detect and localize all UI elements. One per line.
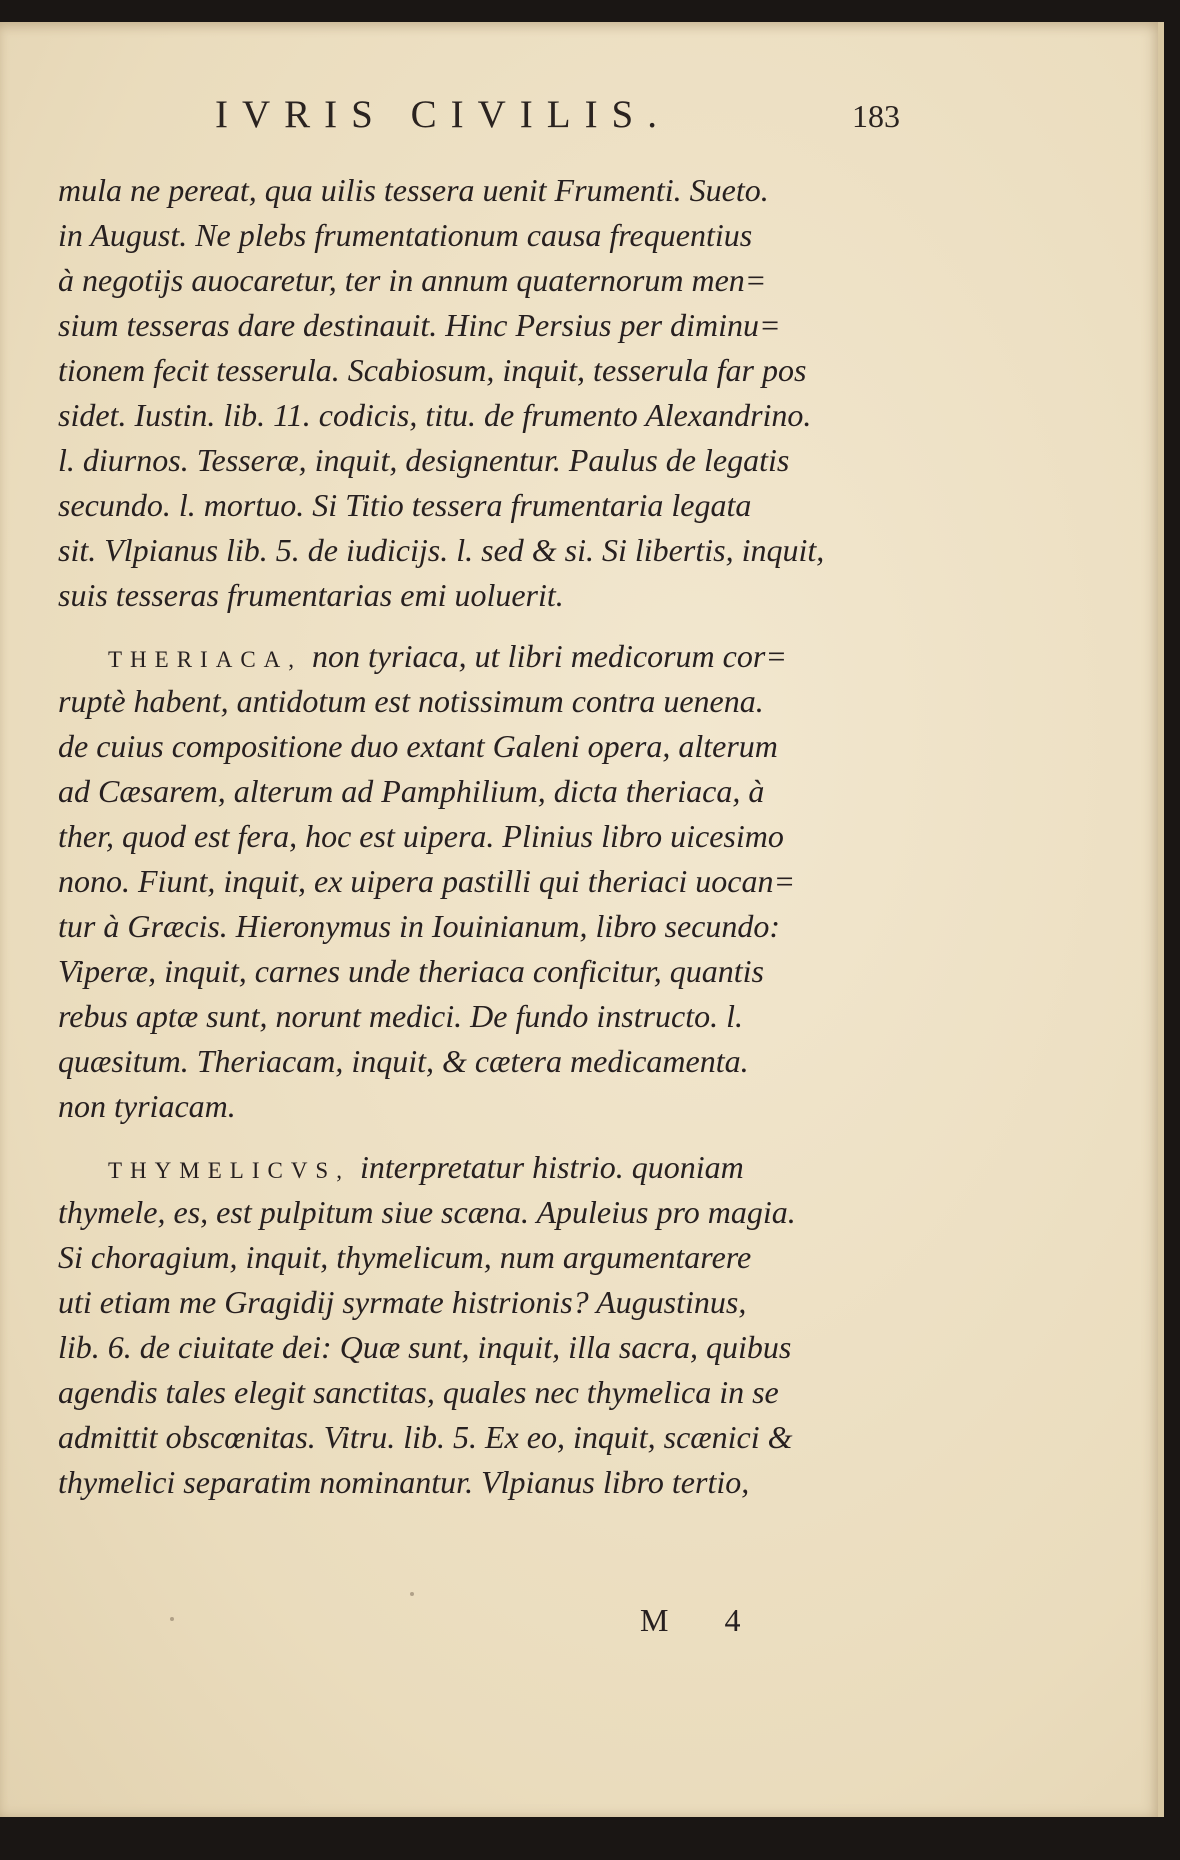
text-line: à negotijs auocaretur, ter in annum quaternorum men=	[58, 262, 767, 298]
text-line: l. diurnos. Tesseræ, inquit, designentur. Paulus de legatis	[58, 442, 790, 478]
text-line: tur à Græcis. Hieronymus in Iouinianum, libro secundo:	[58, 908, 781, 944]
text-line: de cuius compositione duo extant Galeni opera, alterum	[58, 728, 778, 764]
signature-mark: M 4	[640, 1602, 765, 1638]
text-line: thymelici separatim nominantur. Vlpianus libro tertio,	[58, 1464, 750, 1500]
text-line: sium tesseras dare destinauit. Hinc Persius per diminu=	[58, 307, 781, 343]
text-line: ruptè habent, antidotum est notissimum contra uenena.	[58, 683, 764, 719]
text-line: non tyriacam.	[58, 1088, 236, 1124]
entry-first-text: interpretatur histrio. quoniam	[359, 1149, 744, 1185]
text-line: ther, quod est fera, hoc est uipera. Plinius libro uicesimo	[58, 818, 784, 854]
text-line: in August. Ne plebs frumentationum causa frequentius	[58, 217, 753, 253]
page-number: 183	[852, 98, 900, 134]
entry-lemma: THERIACA,	[108, 647, 303, 672]
text-line: admittit obscœnitas. Vitru. lib. 5. Ex eo, inquit, scænici &	[58, 1419, 793, 1455]
text-line: Viperæ, inquit, carnes unde theriaca conficitur, quantis	[58, 953, 764, 989]
text-line: rebus aptæ sunt, norunt medici. De fundo instructo. l.	[58, 998, 744, 1034]
text-line: ad Cæsarem, alterum ad Pamphilium, dicta theriaca, à	[58, 773, 765, 809]
book-page	[0, 22, 1160, 1817]
entry-first-line	[58, 634, 898, 679]
text-line: mula ne pereat, qua uilis tessera uenit Frumenti. Sueto.	[58, 172, 769, 208]
paper-spot	[410, 1592, 414, 1596]
paragraph-gap	[58, 618, 898, 634]
paragraph-gap	[58, 1129, 898, 1145]
text-line: tionem fecit tesserula. Scabiosum, inquit, tesserula far pos	[58, 352, 807, 388]
page-header	[0, 92, 1160, 152]
text-line: lib. 6. de ciuitate dei: Quæ sunt, inquit, illa sacra, quibus	[58, 1329, 792, 1365]
text-line: suis tesseras frumentarias emi uoluerit.	[58, 577, 564, 613]
text-line: quæsitum. Theriacam, inquit, & cætera medicamenta.	[58, 1043, 749, 1079]
paper-spot	[170, 1617, 174, 1621]
entry-first-text: non tyriaca, ut libri medicorum cor=	[312, 638, 787, 674]
text-line: secundo. l. mortuo. Si Titio tessera frumentaria legata	[58, 487, 752, 523]
text-line: sit. Vlpianus lib. 5. de iudicijs. l. sed & si. Si libertis, inquit,	[58, 532, 825, 568]
running-head: IVRIS CIVILIS.	[215, 93, 671, 136]
text-line: uti etiam me Gragidij syrmate histrionis? Augustinus,	[58, 1284, 747, 1320]
text-line: Si choragium, inquit, thymelicum, num argumentarere	[58, 1239, 752, 1275]
entry-first-line	[58, 1145, 898, 1190]
page-edge	[1158, 22, 1164, 1817]
text-line: agendis tales elegit sanctitas, quales nec thymelica in se	[58, 1374, 779, 1410]
text-line: nono. Fiunt, inquit, ex uipera pastilli qui theriaci uocan=	[58, 863, 796, 899]
entry-lemma: THYMELICVS,	[108, 1158, 350, 1183]
text-line: sidet. Iustin. lib. 11. codicis, titu. de frumento Alexandrino.	[58, 397, 812, 433]
text-line: thymele, es, est pulpitum siue scæna. Apuleius pro magia.	[58, 1194, 796, 1230]
body-text	[58, 168, 898, 1505]
